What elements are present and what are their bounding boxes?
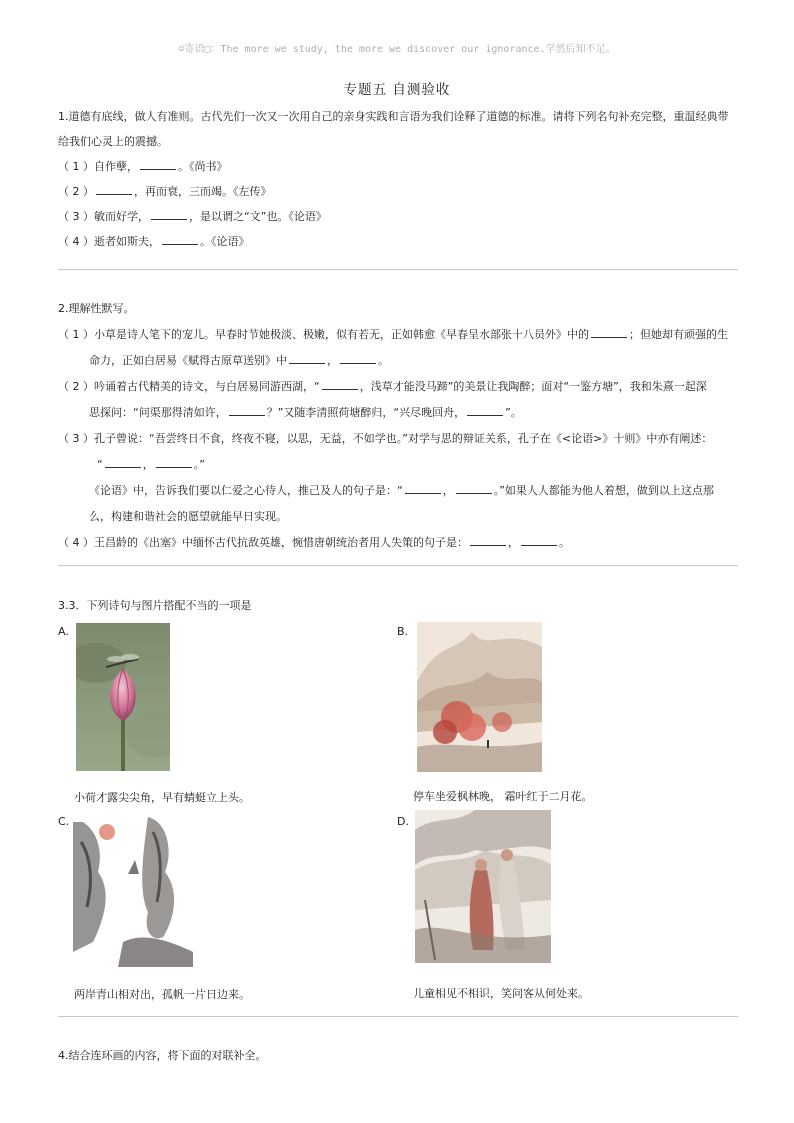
q2-item-3-text: 《论语》中，告诉我们要以仁爱之心待人，推己及人的句子是：“: [89, 484, 403, 497]
answer-blank[interactable]: [340, 352, 376, 364]
option-b-caption: 停车坐爱枫林晚， 霜叶红于二月花。: [413, 790, 593, 803]
answer-blank[interactable]: [405, 482, 441, 494]
answer-blank[interactable]: [456, 482, 492, 494]
answer-blank[interactable]: [467, 404, 503, 416]
q2-stem: 2.理解性默写。: [58, 302, 135, 315]
q2-item-2-text: 思探问：“问渠那得清如许，: [89, 406, 227, 419]
q2-item-1-text: 命力，正如白居易《赋得古原草送别》中: [89, 354, 287, 367]
question-1: [58, 108, 738, 251]
option-c-letter[interactable]: C.: [58, 815, 70, 828]
question-4: [58, 1047, 738, 1065]
option-d-caption: 儿童相见不相识，笑问客从何处来。: [413, 987, 589, 1000]
q2-item-3-text: ，: [442, 484, 454, 497]
q2-item-1-text: ；但她却有顽强的生: [629, 328, 728, 341]
q1-item-4-text-a: （ 4 ）逝者如斯夫，: [58, 235, 160, 248]
q2-item-3-cont: [58, 482, 738, 500]
question-2: [58, 300, 738, 552]
option-b-image-maple-forest: [417, 622, 542, 772]
q2-item-4: [58, 534, 738, 552]
q1-item-1-text-b: 。《尚书》: [178, 160, 228, 173]
section-divider: [58, 1016, 738, 1017]
q2-item-3-text: 。”: [193, 458, 205, 471]
q2-item-1-text: ，: [327, 354, 338, 367]
q4-stem: 4.结合连环画的内容，将下面的对联补全。: [58, 1049, 267, 1062]
q2-item-2-cont: [58, 404, 738, 422]
option-c-image-mountains-sail: [73, 812, 197, 967]
q2-item-1-text: （ 1 ）小草是诗人笔下的宠儿。早春时节她极淡、极嫩，似有若无，正如韩愈《早春呈水部张十八员外》中的: [58, 328, 589, 341]
answer-blank[interactable]: [151, 208, 187, 220]
q2-item-1: [58, 326, 738, 344]
q2-item-2: [58, 378, 738, 396]
q1-item-3-text-b: ，是以谓之“文”也。《论语》: [189, 210, 327, 223]
answer-blank[interactable]: [322, 378, 358, 390]
option-a-caption: 小荷才露尖尖角，早有蜻蜓立上头。: [74, 791, 250, 804]
q1-item-1: [58, 158, 738, 176]
q2-item-2-text: ”。: [505, 406, 522, 419]
q1-item-2: [58, 183, 738, 201]
q1-item-4: [58, 233, 738, 251]
option-d-letter[interactable]: D.: [397, 815, 409, 828]
q1-item-2-text-a: （ 2 ）: [58, 185, 94, 198]
answer-blank[interactable]: [289, 352, 325, 364]
q2-item-3-text: 么，构建和谐社会的愿望就能早日实现。: [89, 510, 287, 523]
answer-blank[interactable]: [229, 404, 265, 416]
option-d-image-figures: [415, 810, 551, 963]
section-divider: [58, 565, 738, 566]
q1-item-3: [58, 208, 738, 226]
q2-item-3-text: （ 3 ）孔子曾说：“吾尝终日不食，终夜不寝，以思，无益，不如学也。”对学与思的辩证关系，孔子在《<论语>》十则》中亦有阐述：: [58, 432, 713, 445]
option-c-caption: 两岸青山相对出，孤帆一片日边来。: [74, 988, 250, 1001]
answer-blank[interactable]: [156, 456, 192, 468]
section-divider: [58, 269, 738, 270]
q1-item-1-text-a: （ 1 ）自作孽，: [58, 160, 138, 173]
q2-item-1-cont: [58, 352, 738, 370]
answer-blank[interactable]: [96, 183, 132, 195]
q2-item-2-text: （ 2 ）吟诵着古代精美的诗文，与白居易同游西湖，“: [58, 380, 320, 393]
q2-item-3-text: 。”如果人人都能为他人着想，做到以上这点那: [493, 484, 714, 497]
q3-stem: 3.3．下列诗句与图片搭配不当的一项是: [58, 599, 252, 612]
q2-item-3-text: ，: [142, 458, 154, 471]
q2-item-2-text: ？”又随李清照荷塘醉归，“兴尽晚回舟，: [266, 406, 466, 419]
option-a-letter[interactable]: A.: [58, 625, 69, 638]
page-title: 专题五 自测验收: [343, 82, 451, 98]
answer-blank[interactable]: [162, 233, 198, 245]
q1-stem-line-2: 给我们心灵上的震撼。: [58, 135, 168, 148]
question-3: [58, 597, 738, 615]
q1-stem-line-1: 1.道德有底线，做人有准则。古代先们一次又一次用自己的亲身实践和言语为我们诠释了道德的标准。请将下列名句补充完整，重温经典带: [58, 110, 729, 123]
q2-item-1-text: 。: [378, 354, 389, 367]
answer-blank[interactable]: [105, 456, 141, 468]
answer-blank[interactable]: [591, 326, 627, 338]
answer-blank[interactable]: [521, 534, 557, 546]
q1-item-4-text-b: 。《论语》: [200, 235, 250, 248]
q2-item-3: [58, 430, 738, 448]
q2-item-4-text: 。: [559, 536, 570, 549]
answer-blank[interactable]: [470, 534, 506, 546]
q2-item-4-text: （ 4 ）王昌龄的《出塞》中缅怀古代抗敌英雄，惋惜唐朝统治者用人失策的句子是：: [58, 536, 468, 549]
answer-blank[interactable]: [140, 158, 176, 170]
q1-item-3-text-a: （ 3 ）敏而好学，: [58, 210, 149, 223]
header-motto: ☺寄语□：The more we study, the more we discover our ignorance.学然后知不足。: [178, 44, 616, 55]
q2-item-4-text: ，: [508, 536, 519, 549]
q1-item-2-text-b: ，再而衰，三而竭。《左传》: [134, 185, 272, 198]
option-a-image-lotus: [76, 623, 170, 771]
q2-item-2-text: ，浅草才能没马蹄”的美景让我陶醉；面对“一鉴方塘”，我和朱熹一起深: [359, 380, 707, 393]
q2-item-3-text: “: [97, 458, 103, 471]
q2-item-3-cont2: [58, 508, 738, 526]
q2-item-3-quote: [58, 456, 738, 474]
option-b-letter[interactable]: B.: [397, 625, 409, 638]
